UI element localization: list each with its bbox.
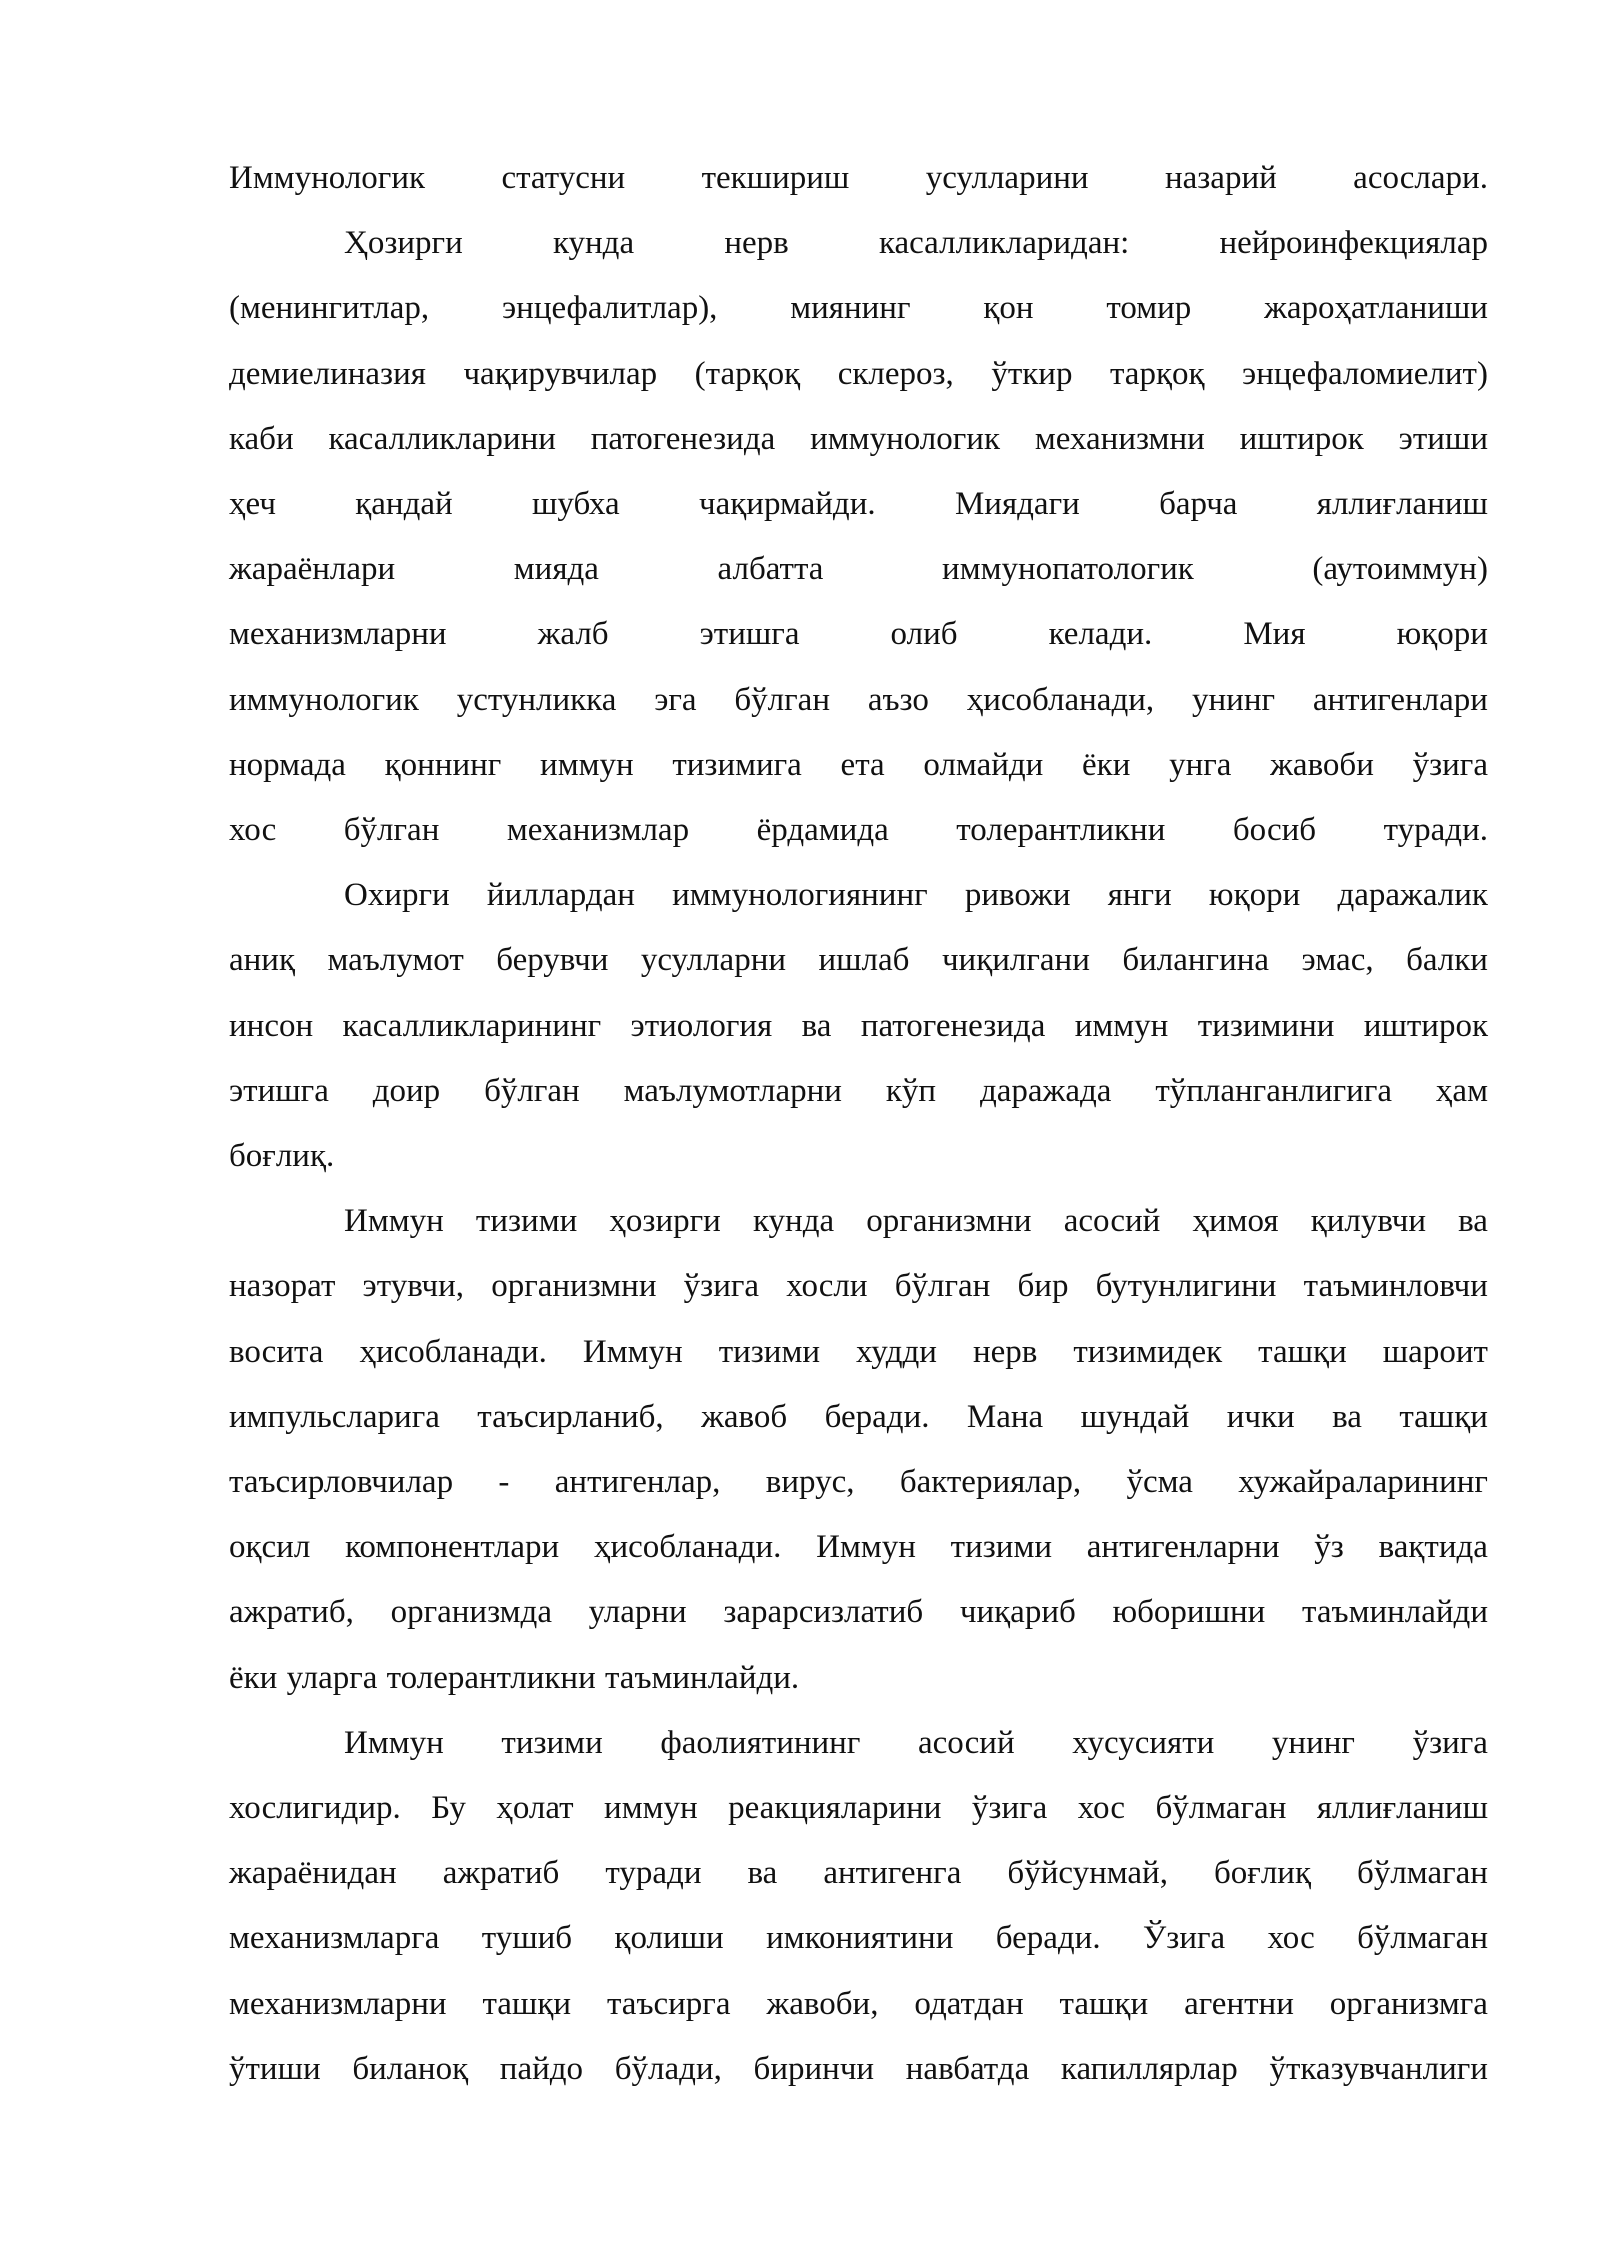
word: иштирок xyxy=(1363,1008,1488,1044)
word: даражада xyxy=(979,1073,1112,1109)
word: Мана xyxy=(966,1399,1044,1435)
word: унинг xyxy=(1192,682,1276,718)
word: шароит xyxy=(1382,1334,1488,1370)
text-line xyxy=(229,1059,1488,1124)
word: шубха xyxy=(531,486,620,522)
word: Иммунологик xyxy=(229,160,426,196)
word: хос xyxy=(1077,1790,1125,1826)
word: бўлган xyxy=(343,812,440,848)
word: ўзига xyxy=(1412,747,1488,783)
word: имкониятини xyxy=(766,1920,954,1956)
word: ташқи xyxy=(482,1986,572,2022)
word: зарарсизлатиб xyxy=(723,1594,924,1630)
word: мияда xyxy=(513,551,599,587)
word: жараёнлари xyxy=(229,551,396,587)
word: механизмни xyxy=(1034,421,1205,457)
word: иммунологиянинг xyxy=(672,877,928,913)
word: организмни xyxy=(491,1268,657,1304)
word: ўтказувчанлиги xyxy=(1269,2051,1488,2087)
word: одатдан xyxy=(914,1986,1024,2022)
text-line xyxy=(229,1515,1488,1580)
word: Мия xyxy=(1243,616,1306,652)
word: хос xyxy=(229,812,277,848)
word: нормада xyxy=(229,747,346,783)
word: механизмларни xyxy=(229,1986,447,2022)
text-line xyxy=(229,407,1488,472)
text-line xyxy=(229,1385,1488,1450)
word: хусусияти xyxy=(1072,1725,1215,1761)
word: иммун xyxy=(604,1790,698,1826)
word: ёки xyxy=(229,1660,278,1696)
word: маълумотларни xyxy=(623,1073,842,1109)
word: бўйсунмай, xyxy=(1007,1855,1168,1891)
text-line xyxy=(229,1776,1488,1841)
word: асосий xyxy=(1063,1203,1161,1239)
word: касалликларининг xyxy=(342,1008,602,1044)
word: этувчи, xyxy=(362,1268,465,1304)
word: тизими xyxy=(475,1203,578,1239)
text-line xyxy=(229,1646,1488,1711)
word: патогенезида xyxy=(590,421,776,457)
word: асослари. xyxy=(1353,160,1488,196)
word: босиб xyxy=(1232,812,1317,848)
word: тизимини xyxy=(1197,1008,1335,1044)
word: юборишни xyxy=(1112,1594,1266,1630)
word: тизими xyxy=(718,1334,821,1370)
word: - xyxy=(498,1464,510,1500)
word: ўсма xyxy=(1126,1464,1193,1500)
word: албатта xyxy=(717,551,824,587)
word: ва xyxy=(1458,1203,1488,1239)
word: оқсил xyxy=(229,1529,311,1565)
word: ўзига xyxy=(1412,1725,1488,1761)
word: ташқи xyxy=(1399,1399,1488,1435)
text-line xyxy=(229,276,1488,341)
word: беради. xyxy=(995,1920,1101,1956)
word: таъсирга xyxy=(606,1986,731,2022)
word: энцефаломиелит) xyxy=(1242,356,1488,392)
text-line xyxy=(229,1580,1488,1645)
word: миянинг xyxy=(790,290,911,326)
word: капиллярлар xyxy=(1060,2051,1238,2087)
word: антигенлари xyxy=(1312,682,1488,718)
word: хужайраларининг xyxy=(1238,1464,1488,1500)
word: олмайди xyxy=(923,747,1044,783)
word: Охирги xyxy=(344,877,450,913)
word: компонентлари xyxy=(345,1529,560,1565)
word: антигенга xyxy=(823,1855,962,1891)
word: беради. xyxy=(824,1399,930,1435)
word: ташқи xyxy=(1059,1986,1149,2022)
word: (менингитлар, xyxy=(229,290,430,326)
word: ривожи xyxy=(964,877,1071,913)
word: худди xyxy=(856,1334,937,1370)
word: организмни xyxy=(866,1203,1032,1239)
word: антигенлар, xyxy=(554,1464,721,1500)
word: таъсирланиб, xyxy=(477,1399,664,1435)
word: ўз xyxy=(1314,1529,1344,1565)
word: демиелиназия xyxy=(229,356,426,392)
text-line xyxy=(229,733,1488,798)
text-line xyxy=(229,342,1488,407)
word: туради xyxy=(605,1855,702,1891)
word: таъминлайди. xyxy=(604,1660,800,1696)
word: ички xyxy=(1226,1399,1295,1435)
word: келади. xyxy=(1048,616,1153,652)
word: пайдо xyxy=(499,2051,584,2087)
text-line xyxy=(229,1906,1488,1971)
text-line xyxy=(229,146,1488,211)
word: Бу xyxy=(431,1790,466,1826)
word: касалликларини xyxy=(328,421,556,457)
word: вирус, xyxy=(765,1464,855,1500)
word: ўзига xyxy=(971,1790,1048,1826)
word: ета xyxy=(840,747,885,783)
word: янги xyxy=(1107,877,1172,913)
word: ҳолат xyxy=(496,1790,574,1826)
word: навбатда xyxy=(905,2051,1030,2087)
word: маълумот xyxy=(327,942,464,978)
word: чиқилгани xyxy=(941,942,1090,978)
word: ҳисобланади. xyxy=(593,1529,782,1565)
word: асосий xyxy=(918,1725,1015,1761)
word: иммун xyxy=(540,747,634,783)
word: организмга xyxy=(1329,1986,1488,2022)
word: импульсларига xyxy=(229,1399,440,1435)
word: уларни xyxy=(588,1594,687,1630)
word: биринчи xyxy=(753,2051,875,2087)
word: организмда xyxy=(390,1594,552,1630)
word: текшириш xyxy=(701,160,850,196)
word: тизимидек xyxy=(1073,1334,1223,1370)
text-line xyxy=(229,537,1488,602)
word: эмас, xyxy=(1301,942,1374,978)
word: Иммун xyxy=(344,1203,444,1239)
word: фаолиятининг xyxy=(660,1725,861,1761)
word: нейроинфекциялар xyxy=(1219,225,1488,261)
word: инсон xyxy=(229,1008,314,1044)
word: унинг xyxy=(1271,1725,1355,1761)
word: йиллардан xyxy=(486,877,635,913)
word: қилувчи xyxy=(1310,1203,1426,1239)
text-line xyxy=(229,668,1488,733)
word: антигенларни xyxy=(1086,1529,1280,1565)
word: жавоби, xyxy=(766,1986,879,2022)
word: тўпланганлигига xyxy=(1155,1073,1393,1109)
word: таъминлайди xyxy=(1302,1594,1488,1630)
text-line xyxy=(229,1254,1488,1319)
word: нерв xyxy=(972,1334,1038,1370)
word: уларга xyxy=(286,1660,378,1696)
word: Иммун xyxy=(344,1725,444,1761)
word: жавоби xyxy=(1270,747,1374,783)
word: туради. xyxy=(1383,812,1488,848)
word: бўлмаган xyxy=(1357,1855,1488,1891)
word: касалликларидан: xyxy=(878,225,1130,261)
word: Ҳозирги xyxy=(344,225,463,261)
word: толерантликни xyxy=(386,1660,596,1696)
word: Иммун xyxy=(582,1334,683,1370)
text-line xyxy=(229,1124,1488,1189)
word: таъсирловчилар xyxy=(229,1464,454,1500)
word: ўтиши xyxy=(229,2051,321,2087)
word: бўлган xyxy=(484,1073,580,1109)
word: реакцияларини xyxy=(728,1790,942,1826)
word: этиология xyxy=(630,1008,773,1044)
word: шундай xyxy=(1080,1399,1190,1435)
word: усулларни xyxy=(640,942,787,978)
word: назарий xyxy=(1164,160,1277,196)
word: хос xyxy=(1267,1920,1315,1956)
word: (аутоиммун) xyxy=(1312,551,1488,587)
word: ажратиб, xyxy=(229,1594,354,1630)
word: иштирок xyxy=(1239,421,1364,457)
word: усулларини xyxy=(925,160,1089,196)
text-line xyxy=(344,1189,1488,1254)
word: иммунопатологик xyxy=(942,551,1194,587)
word: этишга xyxy=(229,1073,329,1109)
text-line xyxy=(229,472,1488,537)
word: бўлган xyxy=(734,682,830,718)
word: (тарқоқ xyxy=(694,356,801,392)
word: бўлган xyxy=(894,1268,991,1304)
word: боғлиқ. xyxy=(229,1138,335,1174)
word: жавоб xyxy=(701,1399,788,1435)
word: қандай xyxy=(355,486,453,522)
word: аъзо xyxy=(867,682,929,718)
word: назорат xyxy=(229,1268,336,1304)
word: биланоқ xyxy=(352,2051,469,2087)
word: ташқи xyxy=(1258,1334,1347,1370)
text-line xyxy=(229,994,1488,1059)
word: ажратиб xyxy=(442,1855,560,1891)
text-line xyxy=(229,1320,1488,1385)
word: нерв xyxy=(724,225,789,261)
word: механизмларни xyxy=(229,616,447,652)
word: тизими xyxy=(501,1725,603,1761)
word: агентни xyxy=(1184,1986,1294,2022)
word: олиб xyxy=(890,616,958,652)
word: барча xyxy=(1159,486,1238,522)
word: кўп xyxy=(885,1073,937,1109)
word: юқори xyxy=(1208,877,1301,913)
word: чақирувчилар xyxy=(463,356,658,392)
word: яллиғланиш xyxy=(1316,486,1488,522)
word: ҳам xyxy=(1435,1073,1488,1109)
word: хосли xyxy=(786,1268,868,1304)
word: статусни xyxy=(501,160,626,196)
word: ёрдамида xyxy=(756,812,889,848)
word: ҳисобланади. xyxy=(359,1334,547,1370)
word: механизмларга xyxy=(229,1920,440,1956)
word: бутунлигини xyxy=(1095,1268,1277,1304)
word: устунликка xyxy=(456,682,617,718)
word: Ўзига xyxy=(1142,1920,1226,1956)
word: тизимига xyxy=(672,747,802,783)
word: қолиши xyxy=(614,1920,724,1956)
word: аниқ xyxy=(229,942,295,978)
word: ёки xyxy=(1082,747,1131,783)
word: юқори xyxy=(1396,616,1488,652)
word: ва xyxy=(801,1008,832,1044)
word: боғлиқ xyxy=(1214,1855,1311,1891)
word: ҳимоя xyxy=(1192,1203,1279,1239)
word: ва xyxy=(747,1855,778,1891)
word: билангина xyxy=(1122,942,1270,978)
word: қон xyxy=(983,290,1034,326)
word: ҳисобланади, xyxy=(966,682,1155,718)
word: жалб xyxy=(537,616,609,652)
word: эга xyxy=(654,682,697,718)
word: доир xyxy=(372,1073,441,1109)
word: бактериялар, xyxy=(899,1464,1082,1500)
text-line xyxy=(229,1450,1488,1515)
word: Иммун xyxy=(816,1529,916,1565)
word: берувчи xyxy=(496,942,609,978)
word: таъминловчи xyxy=(1303,1268,1488,1304)
word: тизими xyxy=(950,1529,1052,1565)
word: восита xyxy=(229,1334,324,1370)
word: ҳеч xyxy=(229,486,276,522)
word: тарқоқ xyxy=(1109,356,1205,392)
word: энцефалитлар), xyxy=(502,290,718,326)
word: кунда xyxy=(552,225,635,261)
word: чақирмайди. xyxy=(699,486,876,522)
word: иммунологик xyxy=(810,421,1000,457)
word: иммун xyxy=(1074,1008,1169,1044)
word: вақтида xyxy=(1378,1529,1488,1565)
word: этиши xyxy=(1398,421,1488,457)
word: толерантликни xyxy=(956,812,1166,848)
word: жароҳатланиши xyxy=(1264,290,1488,326)
word: механизмлар xyxy=(506,812,690,848)
word: кунда xyxy=(752,1203,835,1239)
word: унга xyxy=(1169,747,1232,783)
word: тушиб xyxy=(481,1920,573,1956)
word: ишлаб xyxy=(818,942,910,978)
word: склероз, xyxy=(837,356,954,392)
word: бўлади, xyxy=(614,2051,722,2087)
word: бир xyxy=(1017,1268,1069,1304)
text-line xyxy=(344,211,1488,276)
word: қоннинг xyxy=(384,747,502,783)
word: яллиғланиш xyxy=(1316,1790,1488,1826)
word: каби xyxy=(229,421,294,457)
word: иммунологик xyxy=(229,682,419,718)
word: бўлмаган xyxy=(1357,1920,1488,1956)
text-line xyxy=(229,2037,1488,2102)
word: хослигидир. xyxy=(229,1790,401,1826)
text-line xyxy=(344,863,1488,928)
word: бўлмаган xyxy=(1155,1790,1287,1826)
text-line xyxy=(229,1972,1488,2037)
word: томир xyxy=(1106,290,1192,326)
word: балки xyxy=(1406,942,1488,978)
text-line xyxy=(229,928,1488,993)
word: чиқариб xyxy=(959,1594,1076,1630)
text-line xyxy=(229,602,1488,667)
text-line xyxy=(229,798,1488,863)
word: ва xyxy=(1332,1399,1362,1435)
word: даражалик xyxy=(1337,877,1488,913)
word: этишга xyxy=(699,616,800,652)
text-line xyxy=(229,1841,1488,1906)
text-line xyxy=(344,1711,1488,1776)
word: ўткир xyxy=(991,356,1073,392)
word: жараёнидан xyxy=(229,1855,397,1891)
word: ҳозирги xyxy=(609,1203,721,1239)
word: Миядаги xyxy=(954,486,1080,522)
word: ўзига xyxy=(683,1268,760,1304)
word: патогенезида xyxy=(860,1008,1046,1044)
